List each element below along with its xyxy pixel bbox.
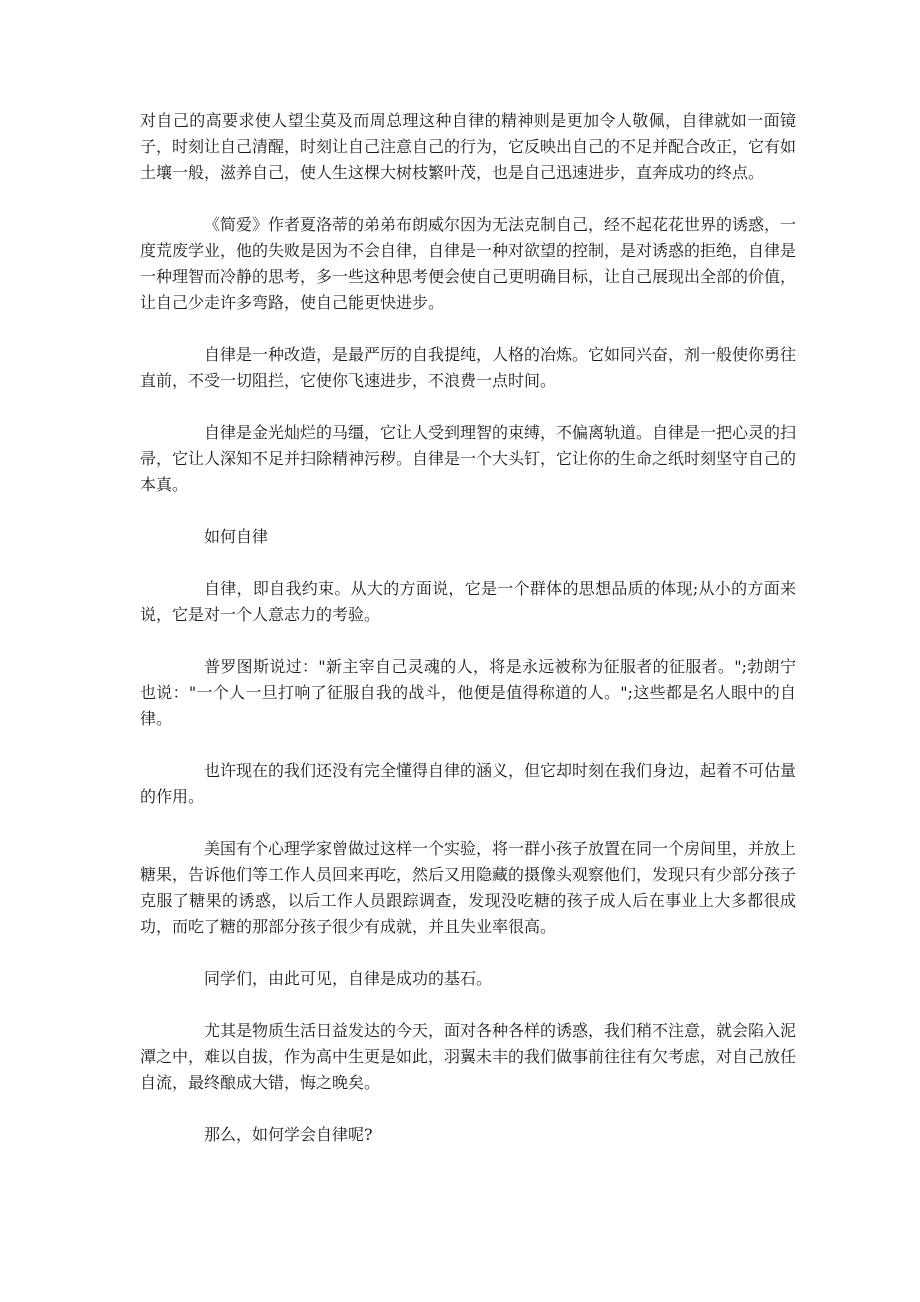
paragraph-2: 《简爱》作者夏洛蒂的弟弟布朗威尔因为无法克制自己，经不起花花世界的诱惑，一度荒废学业，他的失败是因为不会自律，自律是一种对欲望的控制，是对诱惑的拒绝，自律是一种理智而冷静的思考，多一些这种思考便会使自己更明确目标，让自己展现出全部的价值，让自己少走许多弯路，使自己能更快进步。 bbox=[140, 215, 797, 312]
paragraph-8: 美国有个心理学家曾做过这样一个实验，将一群小孩子放置在同一个房间里，并放上糖果，告诉他们等工作人员回来再吃，然后又用隐藏的摄像头观察他们，发现只有少部分孩子克服了糖果的诱惑，以后工作人员跟踪调查，发现没吃糖的孩子成人后在事业上大多都很成功，而吃了糖的那部分孩子很少有成就，并且失业率很高。 bbox=[140, 839, 797, 936]
section-heading: 如何自律 bbox=[204, 527, 269, 546]
paragraph-5: 自律，即自我约束。从大的方面说，它是一个群体的思想品质的体现;从小的方面来说，它是对一个人意志力的考验。 bbox=[140, 579, 796, 624]
paragraph-3: 自律是一种改造，是最严厉的自我提纯，人格的冶炼。它如同兴奋，剂一般使你勇往直前，不受一切阻拦，它使你飞速进步，不浪费一点时间。 bbox=[140, 345, 797, 390]
paragraph-10: 尤其是物质生活日益发达的今天，面对各种各样的诱惑，我们稍不注意，就会陷入泥潭之中，难以自拔，作为高中生更是如此，羽翼未丰的我们做事前往往有欠考虑，对自己放任自流，最终酿成大错，悔之晚矣。 bbox=[140, 1021, 797, 1092]
paragraph-6: 普罗图斯说过："新主宰自己灵魂的人，将是永远被称为征服者的征服者。";勃朗宁也说："一个人一旦打响了征服自我的战斗，他便是值得称道的人。";这些都是名人眼中的自律。 bbox=[140, 657, 796, 728]
paragraph-4: 自律是金光灿烂的马缰，它让人受到理智的束缚，不偏离轨道。自律是一把心灵的扫帚，它让人深知不足并扫除精神污秽。自律是一个大头钉，它让你的生命之纸时刻坚守自己的本真。 bbox=[140, 423, 797, 494]
paragraph-7: 也许现在的我们还没有完全懂得自律的涵义，但它却时刻在我们身边，起着不可估量的作用。 bbox=[140, 761, 797, 806]
paragraph-1: 对自己的高要求使人望尘莫及而周总理这种自律的精神则是更加令人敬佩，自律就如一面镜子，时刻让自己清醒，时刻让自己注意自己的行为，它反映出自己的不足并配合改正，它有如土壤一般，滋养自己，使人生这棵大树枝繁叶茂，也是自己迅速进步，直奔成功的终点。 bbox=[140, 111, 797, 182]
paragraph-11: 那么，如何学会自律呢? bbox=[204, 1125, 373, 1144]
paragraph-9: 同学们，由此可见，自律是成功的基石。 bbox=[204, 969, 493, 988]
document-body bbox=[140, 108, 796, 1174]
